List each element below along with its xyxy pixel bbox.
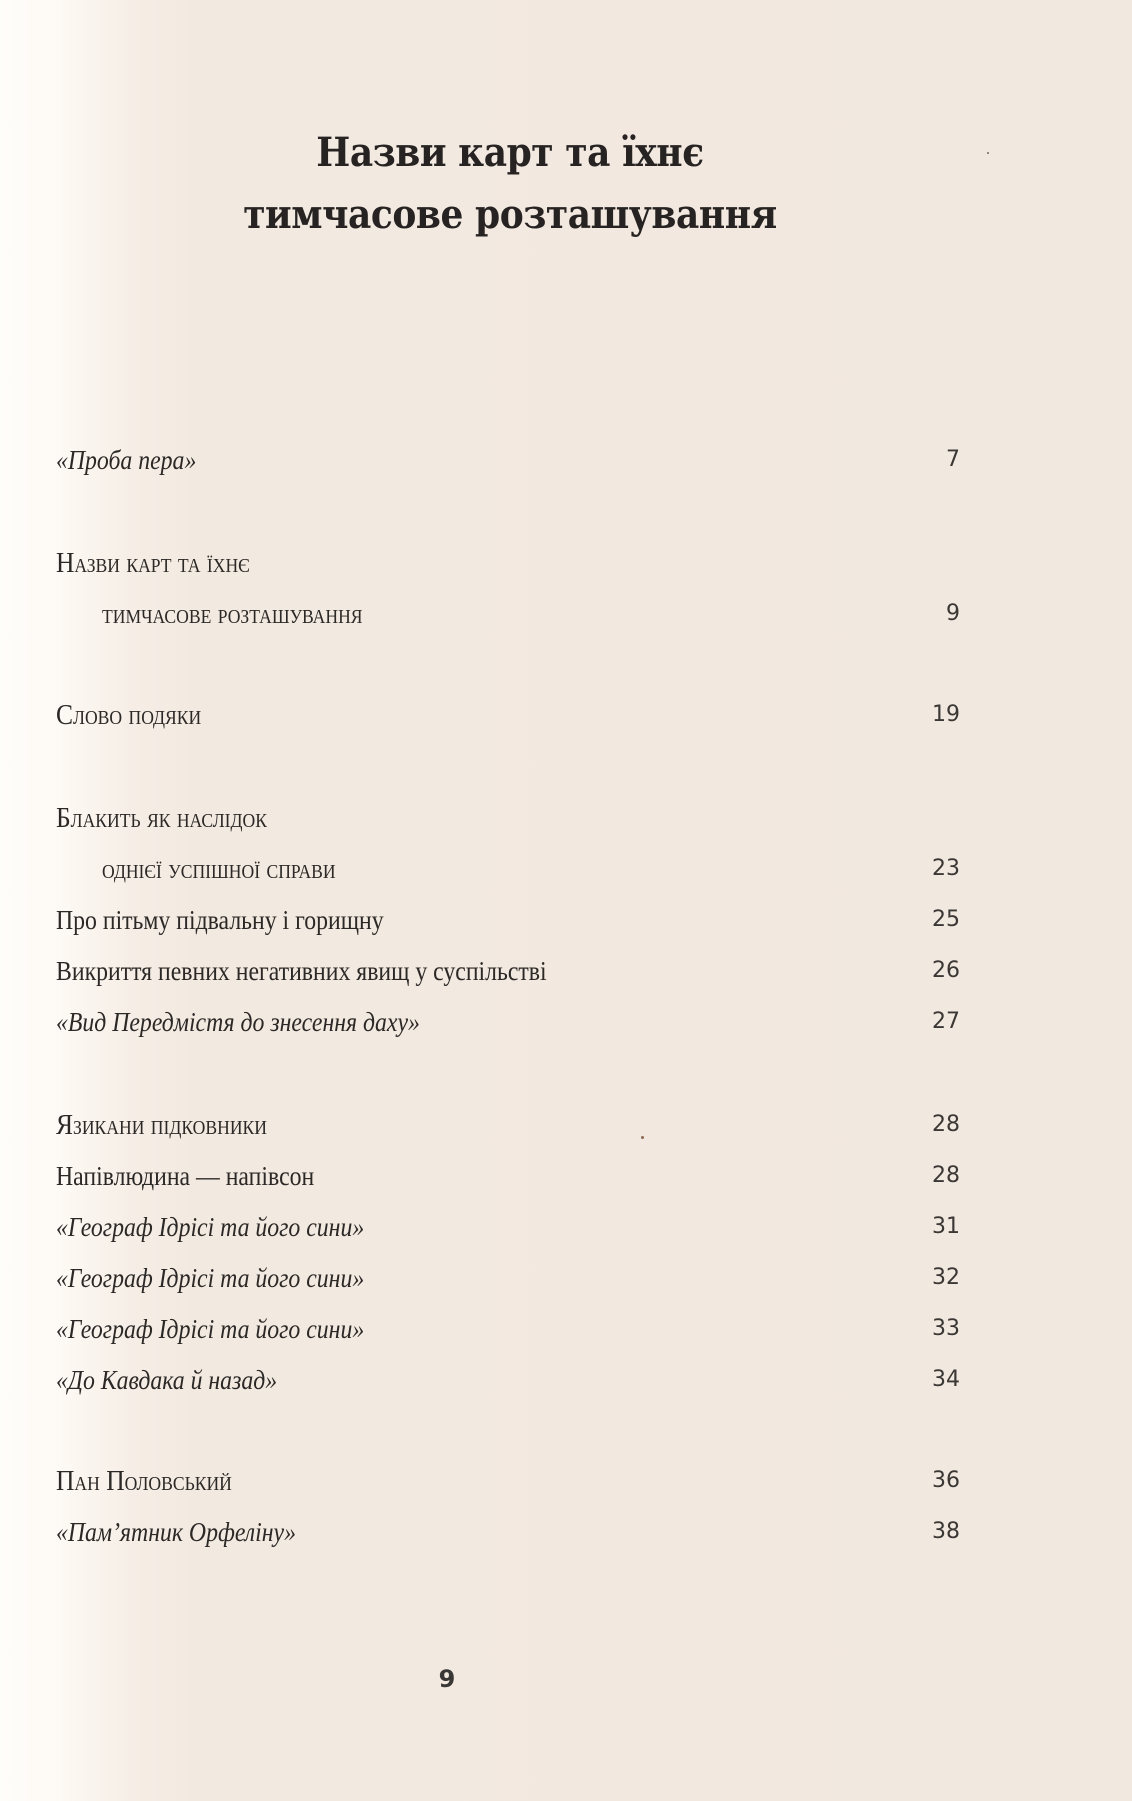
paper-speck [987,152,989,154]
toc-entry-page: 33 [932,1316,960,1341]
toc-entry-title: «Вид Передмістя до знесення даху» [56,1007,420,1037]
toc-entry-page: 38 [932,1519,960,1544]
toc-entry-page: 19 [932,702,960,727]
toc-entry-page: 28 [932,1163,960,1188]
toc-entry-title: «Географ Ідрісі та його сини» [56,1212,365,1242]
toc-entry-title: Блакить як наслідок [56,802,267,834]
toc-entry-page: 31 [932,1214,960,1239]
toc-entry-page: 23 [932,856,960,881]
toc-entry-title: Напівлюдина — напівсон [56,1161,315,1191]
toc-entry [56,1464,960,1498]
toc-entry-title: однієї успішної справи [102,853,336,885]
toc-entry [56,1108,960,1142]
toc-entry-title: Про пітьму підвальну і горищну [56,905,384,935]
toc-entry-title: «До Кавдака й назад» [56,1365,278,1395]
page-title-line-2: тимчасове розташування [243,191,777,238]
toc-entry-title: «Географ Ідрісі та його сини» [56,1263,365,1293]
toc-entry-page: 34 [932,1367,960,1392]
toc-entry-page: 36 [932,1468,960,1493]
toc-entry-page: 25 [932,907,960,932]
toc-entry-title: Язикани підковники [56,1109,268,1141]
toc-entry [56,698,960,732]
toc-entry [56,443,960,477]
toc-entry [56,1210,960,1244]
toc-entry [56,903,960,937]
toc-entry-page: 9 [946,601,960,626]
toc-entry [56,597,960,631]
toc-entry [56,1363,960,1397]
toc-entry [56,1261,960,1295]
toc-entry-title: «Проба пера» [56,445,197,475]
toc-entry [56,1159,960,1193]
toc-entry [56,954,960,988]
page-number: 9 [438,1665,456,1693]
paper-speck [641,1136,644,1139]
toc-entry-title: Назви карт та їхнє [56,547,250,579]
toc-entry [56,1515,960,1549]
toc-entry [56,1005,960,1039]
toc-entry-page: 26 [932,958,960,983]
toc-entry-title: Викриття певних негативних явищ у суспільстві [56,956,547,986]
page-title-line-1: Назви карт та їхнє [316,129,704,176]
toc-entry [56,546,960,580]
toc-entry-title: тимчасове розташування [102,598,363,630]
table-of-contents [56,0,960,1801]
toc-entry-page: 7 [946,447,960,472]
toc-entry [56,1312,960,1346]
toc-entry-title: Слово подяки [56,699,202,731]
toc-entry-page: 27 [932,1009,960,1034]
toc-entry-page: 28 [932,1112,960,1137]
toc-entry [56,801,960,835]
toc-entry [56,852,960,886]
toc-entry-page: 32 [932,1265,960,1290]
toc-entry-title: «Пам’ятник Орфеліну» [56,1517,296,1547]
toc-entry-title: Пан Половський [56,1465,232,1497]
toc-entry-title: «Географ Ідрісі та його сини» [56,1314,365,1344]
